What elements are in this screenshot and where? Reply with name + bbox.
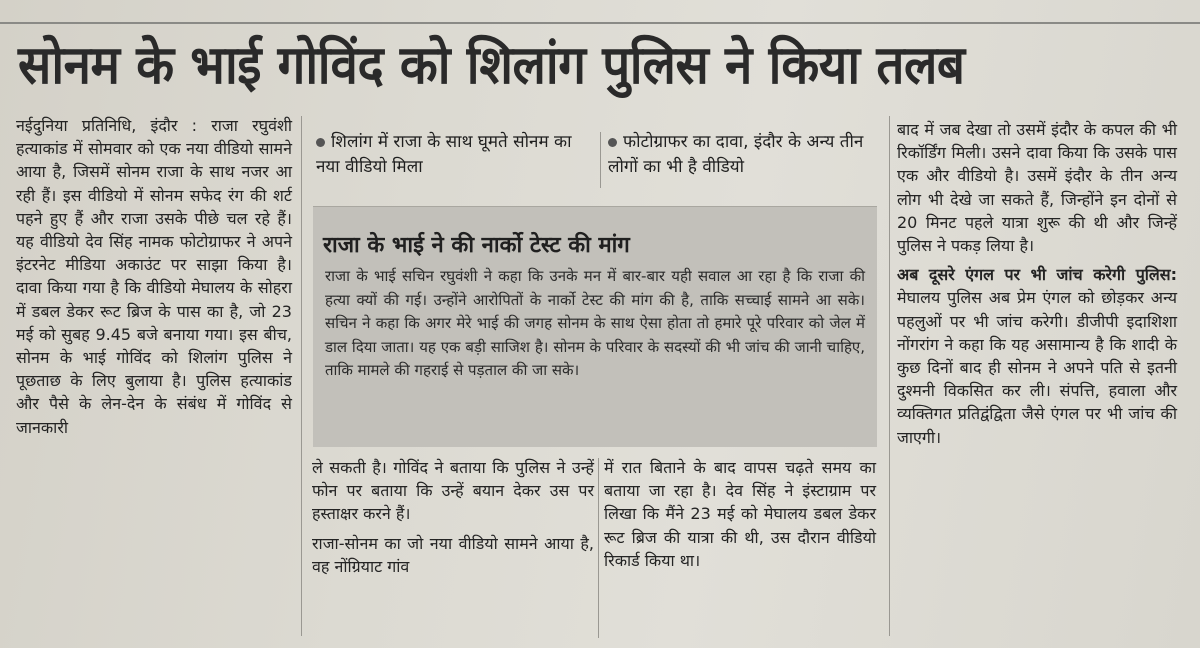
- highlight-item-2: [608, 130, 888, 180]
- para-gap: [312, 526, 594, 532]
- highlight-item-1: [316, 130, 596, 180]
- column-divider-1: [301, 116, 302, 636]
- article-column-3: में रात बिताने के बाद वापस चढ़ते समय का बताया जा रहा है। देव सिंह ने इंस्टाग्राम पर लिखा कि मैंने 23 मई को मेघालय डबल डेकर रूट ब्रिज की यात्रा की थी, उस दौरान वीडियो रिकार्ड किया था।: [604, 458, 876, 570]
- narco-test-box: [313, 206, 877, 447]
- article-column-4: [897, 118, 1177, 638]
- col2-para-1: ले सकती है। गोविंद ने बताया कि पुलिस ने उन्हें फोन पर बताया कि उन्हें बयान देकर उस पर हस्ताक्षर करने हैं।: [312, 458, 594, 524]
- para-gap: [897, 257, 1177, 263]
- article-column-2: [312, 456, 594, 578]
- highlight-divider: [600, 132, 601, 188]
- box-title: राजा के भाई ने की नार्को टेस्ट की मांग: [323, 233, 630, 258]
- col4-para-1: बाद में जब देखा तो उसमें इंदौर के कपल की भी रिकॉर्डिंग मिली। उसने दावा किया कि उसके पास एक और वीडियो है। उसमें इंदौर के तीन अन्य लोग भी देखे जा सकते हैं, जिन्होंने इन दोनों से 20 मिनट पहले यात्रा शुरू की थी और जिन्हें पुलिस ने पकड़ लिया है।: [897, 120, 1177, 256]
- column-divider-2: [598, 458, 599, 638]
- highlight-text-2: फोटोग्राफर का दावा, इंदौर के अन्य तीन लोगों का भी है वीडियो: [608, 132, 864, 177]
- bullet-icon: [608, 138, 617, 147]
- highlights-strip: [308, 120, 882, 198]
- top-rule: [0, 22, 1200, 24]
- col4-para-2: मेघालय पुलिस अब प्रेम एंगल को छोड़कर अन्य पहलुओं पर भी जांच करेगी। डीजीपी इदाशिशा नोंगरांग ने कहा कि यह असामान्य है कि शादी के कुछ दिनों बाद ही सोनम ने अपने पति से इतनी दुश्मनी विकसित कर ली। संपत्ति, हवाला और व्यक्तिगत प्रतिद्वंद्विता जैसे एंगल पर भी जांच की जाएगी।: [897, 288, 1177, 447]
- column-divider-3: [889, 116, 890, 636]
- headline: सोनम के भाई गोविंद को शिलांग पुलिस ने किया तलब: [18, 35, 965, 96]
- bullet-icon: [316, 138, 325, 147]
- box-text: राजा के भाई सचिन रघुवंशी ने कहा कि उनके मन में बार-बार यही सवाल आ रहा है कि राजा की हत्या क्यों की गई। उन्होंने आरोपितों के नार्को टेस्ट की मांग की है, ताकि सच्चाई सामने आ सके। सचिन ने कहा कि अगर मेरे भाई की जगह सोनम के साथ ऐसा होता तो हमारे पूरे परिवार को जेल में डाल दिया जाता। यह एक बड़ी साजिश है। सोनम के परिवार के सदस्यों की भी जांच की जानी चाहिए, ताकि मामले की गहराई से पड़ताल की जा सके।: [325, 267, 865, 380]
- col2-para-2: राजा-सोनम का जो नया वीडियो सामने आया है, वह नोंग्रियाट गांव: [312, 533, 594, 576]
- article-column-1: नईदुनिया प्रतिनिधि, इंदौर : राजा रघुवंशी हत्याकांड में सोमवार को एक नया वीडियो सामने आया है, जिसमें सोनम राजा के साथ नजर आ रही हैं। इस वीडियो में सोनम सफेद रंग की शर्ट पहने हुए हैं और राजा उसके पीछे चल रहे हैं। यह वीडियो देव सिंह नामक फोटोग्राफर ने अपने इंटरनेट मीडिया अकाउंट पर साझा किया है। दावा किया गया है कि वीडियो मेघालय के सोहरा में डबल डेकर रूट ब्रिज के पास का है, जो 23 मई को सुबह 9.45 बजे बनाया गया। इस बीच, सोनम के भाई गोविंद को शिलांग पुलिस ने पूछताछ के लिए बुलाया है। पुलिस हत्याकांड और पैसे के लेन-देन के संबंध में गोविंद से जानकारी: [16, 116, 292, 437]
- highlight-text-1: शिलांग में राजा के साथ घूमते सोनम का नया वीडियो मिला: [316, 132, 572, 177]
- col4-subhead: अब दूसरे एंगल पर भी जांच करेगी पुलिस:: [897, 265, 1177, 285]
